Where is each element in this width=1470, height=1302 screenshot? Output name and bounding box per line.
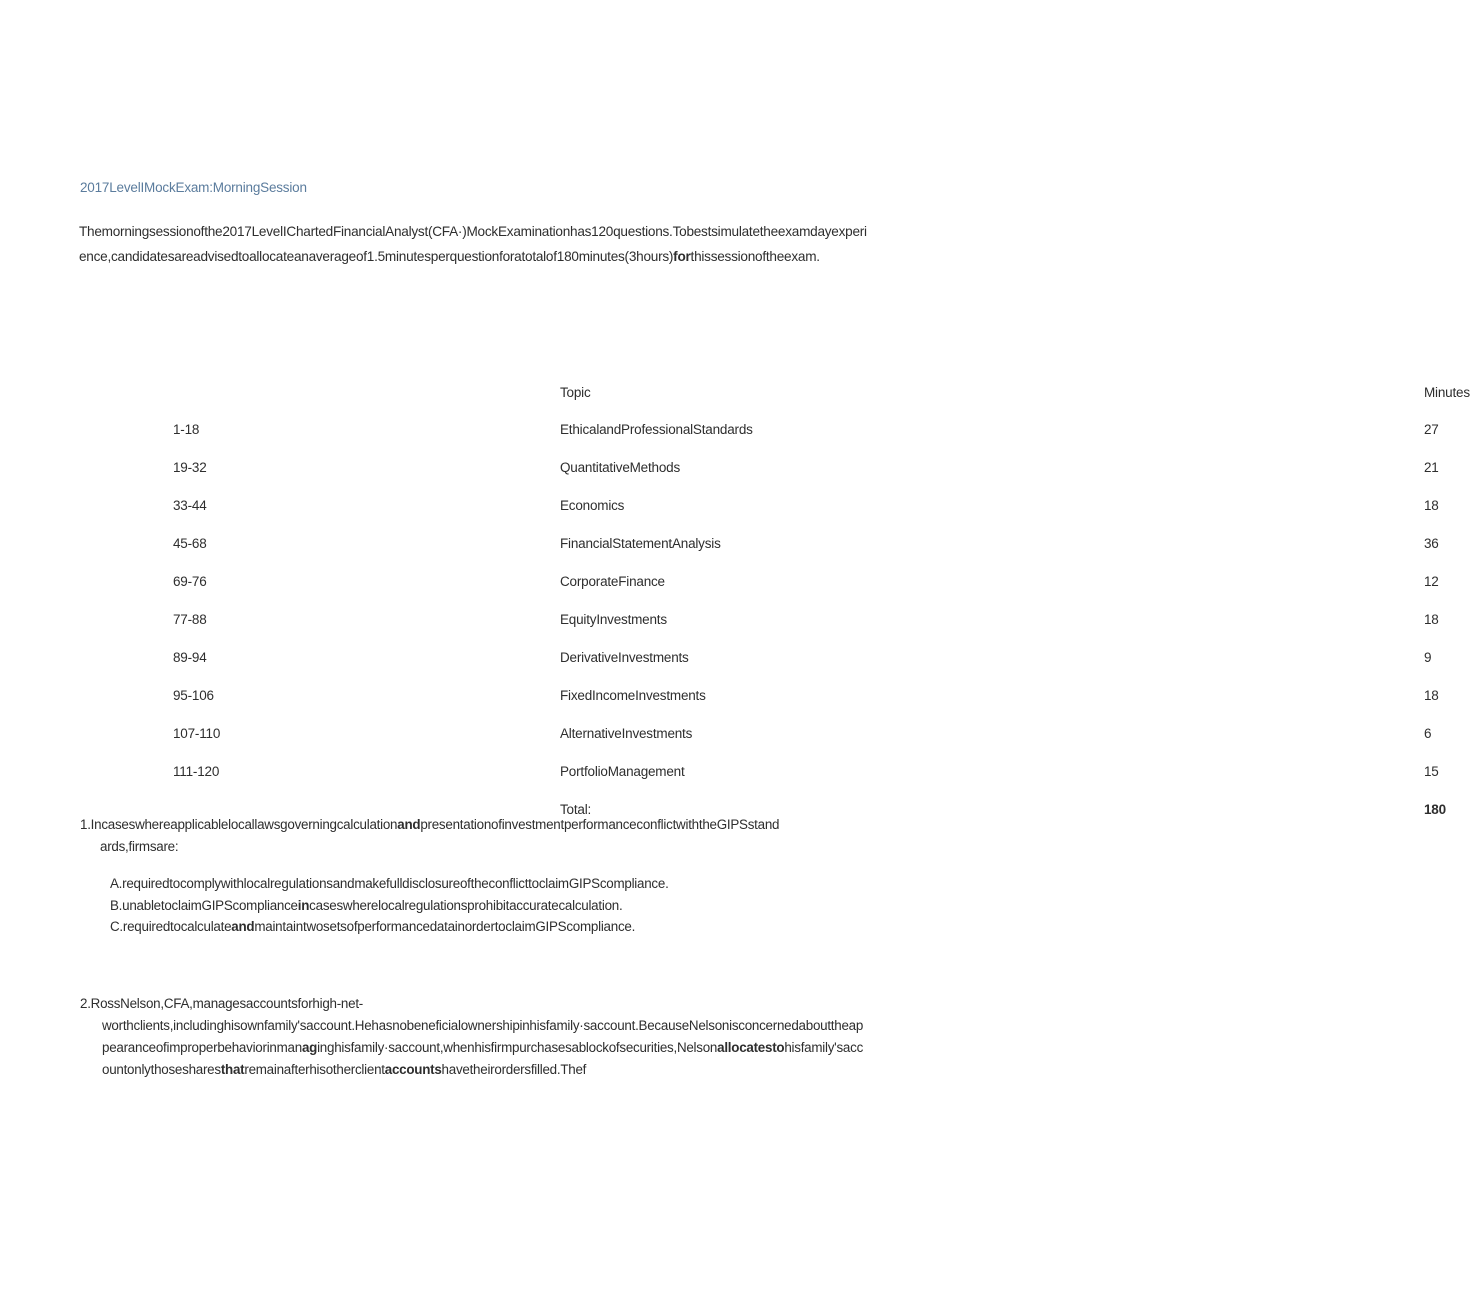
cell-range: 33-44 — [173, 497, 207, 513]
total-label: Total: — [560, 801, 592, 817]
intro-text-part-3: thissessionoftheexam. — [690, 249, 820, 264]
question-2-line4-d: havetheirordersfilled.Thef — [441, 1062, 587, 1077]
choice-b-text-b: caseswherelocalregulationsprohibitaccuratecalculation. — [309, 897, 623, 913]
question-2-line4-a: Nelson — [676, 1040, 718, 1055]
cell-range: 77-88 — [173, 611, 207, 627]
choice-a-text: A.requiredtocomplywithlocalregulationsandmakefulldisclosureoftheconflicttoclaimGIPScompliance. — [110, 876, 669, 891]
cell-range: 89-94 — [173, 649, 207, 665]
choice-c-text-a: C.requiredtocalculate — [110, 919, 232, 934]
cell-minutes: 6 — [1424, 725, 1432, 741]
cell-minutes: 12 — [1424, 573, 1439, 589]
question-1-stem-a: Incaseswhereapplicablelocallawsgoverningcalculation — [90, 817, 398, 832]
question-2-line4-c: remainafterhisotherclient — [244, 1062, 385, 1077]
cell-topic: EthicalandProfessionalStandards — [560, 421, 753, 437]
total-minutes: 180 — [1424, 801, 1446, 817]
table-row — [0, 486, 920, 524]
choice-c-text-b: maintaintwosetsofperformancedatainordertoclaimGIPScompliance. — [254, 919, 636, 934]
table-row — [0, 600, 920, 638]
header-topic: Topic — [560, 384, 591, 400]
question-2-body — [80, 1015, 870, 1081]
cell-minutes: 18 — [1424, 611, 1439, 627]
intro-text-part-1: Themorningsessionofthe2017LevelIChartedFinancialAnalyst(CFA·)MockExaminationhas120questions.Tobestsimulatetheexamdayexperience,candidatesareadvisedtoallocateanaverageof1.5minutesperquestionforatotalof180minutes(3hours) — [79, 224, 867, 264]
question-2-line3-bold: ag — [301, 1040, 318, 1055]
page-title: 2017LevelIMockExam:MorningSession — [80, 180, 307, 195]
question-2-line4-b: hisfamily'saccountonlythoseshares — [102, 1040, 864, 1077]
exam-breakdown-table — [0, 374, 1470, 828]
cell-topic: AlternativeInvestments — [560, 725, 693, 741]
table-row — [0, 714, 920, 752]
cell-range: 107-110 — [173, 725, 221, 741]
table-header-row — [0, 374, 920, 410]
choice-b-text-bold: in — [297, 897, 310, 913]
question-2-line3-b: inghisfamily·saccount,whenhisfirmpurchasesablockofsecurities, — [317, 1040, 677, 1055]
cell-topic: CorporateFinance — [560, 573, 665, 589]
cell-range: 45-68 — [173, 535, 207, 551]
cell-minutes: 18 — [1424, 497, 1439, 513]
table-row — [0, 676, 920, 714]
cell-range: 111-120 — [173, 763, 220, 779]
choice-b-text-a: B.unabletoclaimGIPScompliance — [110, 897, 298, 913]
cell-range: 1-18 — [173, 421, 200, 437]
choice-a[interactable] — [110, 873, 870, 895]
cell-range: 69-76 — [173, 573, 207, 589]
cell-topic: Economics — [560, 497, 625, 513]
question-1-stem-line2: ards,firmsare: — [100, 839, 179, 854]
question-2-line3-a: rnedabouttheappearanceofimproperbehaviorinman — [102, 1018, 864, 1055]
intro-text-part-2: for — [673, 249, 691, 264]
table-row — [0, 410, 920, 448]
question-2-number: 2. — [80, 996, 91, 1011]
question-2-line4-bold2: that — [220, 1062, 245, 1077]
cell-range: 19-32 — [173, 459, 207, 475]
question-1-number: 1. — [80, 817, 91, 832]
question-2-lead — [80, 993, 870, 1015]
cell-minutes: 9 — [1424, 649, 1432, 665]
cell-topic: EquityInvestments — [560, 611, 667, 627]
cell-minutes: 36 — [1424, 535, 1439, 551]
header-range — [0, 374, 280, 410]
question-1 — [80, 814, 870, 858]
question-2-lead-text: RossNelson,CFA,managesaccountsforhigh-net- — [90, 996, 364, 1011]
question-2 — [80, 993, 870, 1081]
question-1-stem-b: presentationofinvestmentperformanceconflictwiththeGIPSstand — [420, 817, 780, 832]
cell-topic: PortfolioManagement — [560, 763, 685, 779]
intro-paragraph — [79, 219, 871, 269]
table-row — [0, 524, 920, 562]
question-1-choices — [110, 873, 870, 938]
cell-minutes: 27 — [1424, 421, 1439, 437]
question-1-stem-bold: and — [397, 817, 421, 832]
cell-minutes: 15 — [1424, 763, 1439, 779]
header-minutes: Minutes — [1424, 384, 1470, 400]
cell-topic: FinancialStatementAnalysis — [560, 535, 721, 551]
choice-c[interactable] — [110, 916, 870, 938]
cell-topic: FixedIncomeInvestments — [560, 687, 706, 703]
choice-c-text-bold: and — [231, 919, 255, 934]
table-row — [0, 562, 920, 600]
cell-range: 95-106 — [173, 687, 214, 703]
question-2-line2: worthclients,includinghisownfamily'saccount.Hehasnobeneficialownershipinhisfamily·saccount.BecauseNelsonisconce — [102, 1018, 773, 1033]
cell-minutes: 18 — [1424, 687, 1439, 703]
choice-b[interactable] — [110, 895, 870, 917]
table-row — [0, 638, 920, 676]
cell-topic: DerivativeInvestments — [560, 649, 689, 665]
question-2-line4-bold3: accounts — [384, 1062, 442, 1077]
table-row — [0, 448, 920, 486]
cell-topic: QuantitativeMethods — [560, 459, 681, 475]
table-row — [0, 752, 920, 790]
question-2-line4-bold1: allocatesto — [717, 1040, 785, 1055]
cell-minutes: 21 — [1424, 459, 1439, 475]
